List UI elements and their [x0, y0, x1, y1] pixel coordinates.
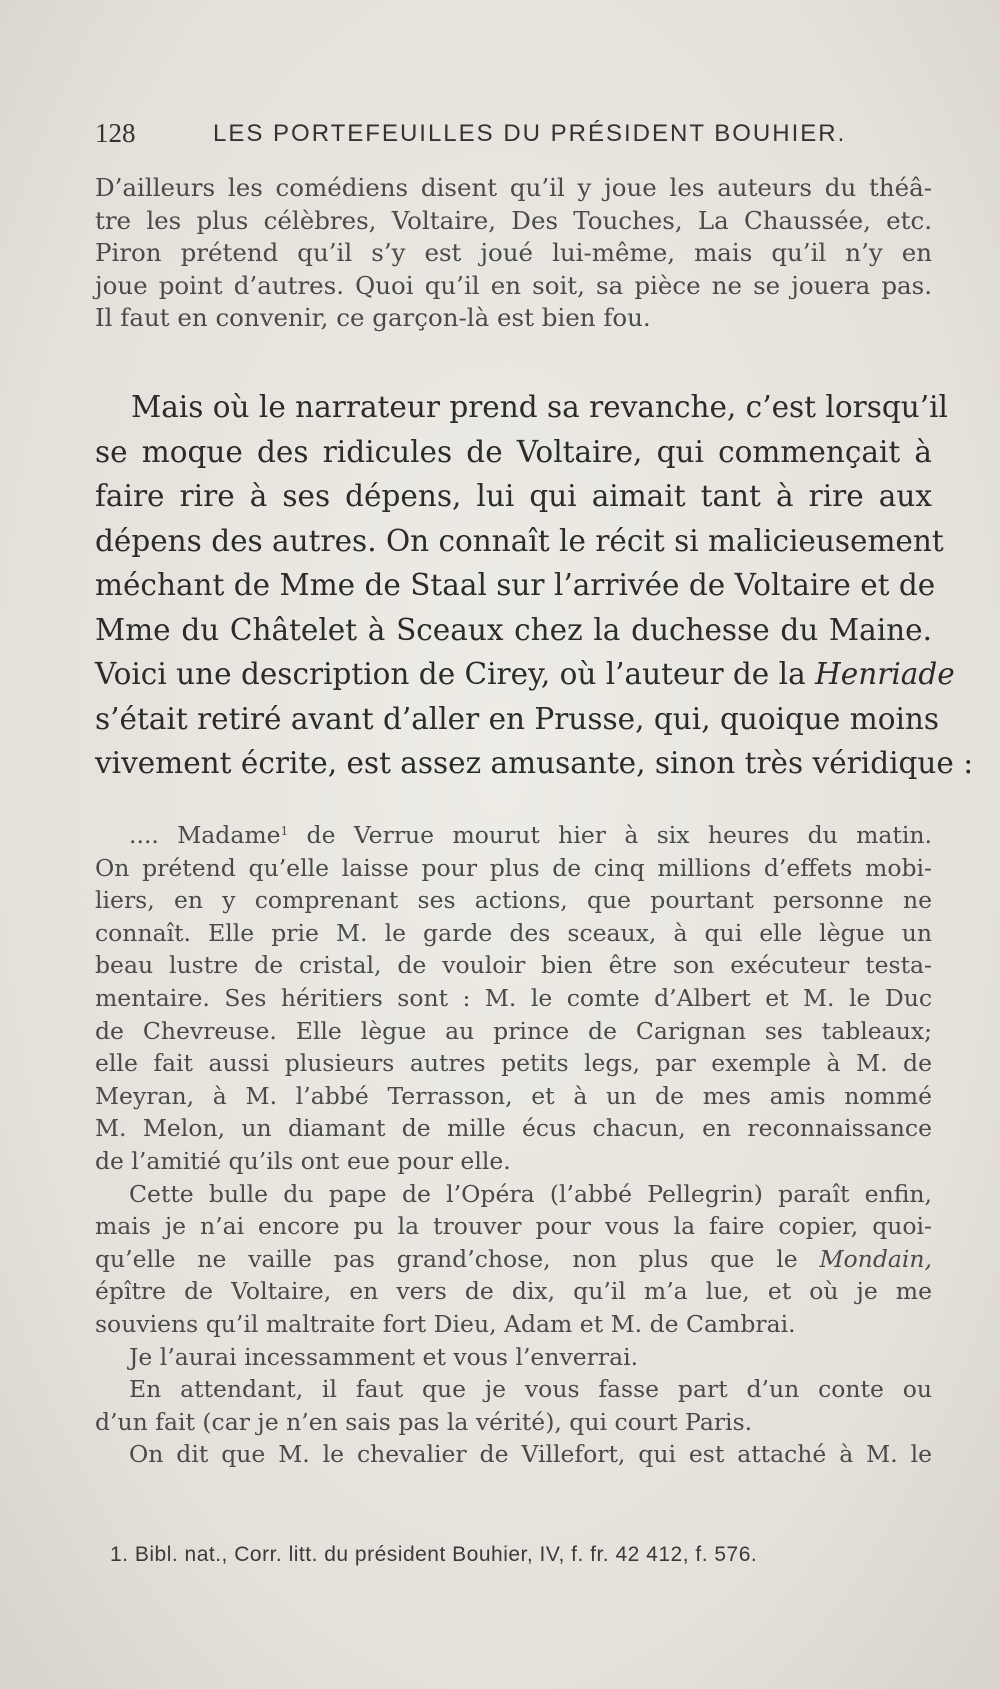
- text-line: Mme du Châtelet à Sceaux chez la duchesse du Maine.: [95, 612, 932, 647]
- text-segment: Voici une description de Cirey, où l’auteur de la: [95, 657, 816, 691]
- quoted-letter: [95, 815, 932, 1471]
- text-line: [95, 652, 955, 697]
- text-line: liers, en y comprenant ses actions, que pourtant personne ne: [95, 886, 932, 915]
- text-line: d’un fait (car je n’en sais pas la vérité), qui court Paris.: [95, 1407, 753, 1436]
- text-line: joue point d’autres. Quoi qu’il en soit, sa pièce ne se jouera pas.: [95, 270, 932, 300]
- footnote-marker: 1: [280, 824, 289, 838]
- text-line: s’était retiré avant d’aller en Prusse, qui, quoique moins: [95, 701, 940, 736]
- text-line: épître de Voltaire, en vers de dix, qu’il m’a lue, et où je me: [95, 1277, 932, 1306]
- text-line: On dit que M. le chevalier de Villefort, qui est attaché à M. le: [129, 1440, 932, 1469]
- text-line: méchant de Mme de Staal sur l’arrivée de Voltaire et de: [95, 568, 936, 602]
- page-number: 128: [95, 118, 136, 148]
- text-line: vivement écrite, est assez amusante, sinon très véridique :: [95, 746, 974, 780]
- text-line: faire rire à ses dépens, lui qui aimait tant à rire aux: [95, 479, 932, 513]
- text-line: Mais où le narrateur prend sa revanche, c’est lorsqu’il: [131, 390, 948, 424]
- running-title: LES PORTEFEUILLES DU PRÉSIDENT BOUHIER.: [213, 120, 847, 147]
- paragraph-continuation: [95, 172, 932, 335]
- text-line: [95, 815, 932, 852]
- italic-title: Henriade: [815, 657, 955, 691]
- text-line: de Chevreuse. Elle lègue au prince de Carignan ses tableaux;: [95, 1016, 932, 1045]
- main-paragraph: [95, 385, 974, 786]
- text-line: Piron prétend qu’il s’y est joué lui-même, mais qu’il n’y en: [95, 238, 932, 267]
- text-line: mentaire. Ses héritiers sont : M. le comte d’Albert et M. le Duc: [95, 983, 932, 1012]
- text-segment: qu’elle ne vaille pas grand’chose, non plus que le: [95, 1244, 820, 1273]
- text-line: elle fait aussi plusieurs autres petits legs, par exemple à M. de: [95, 1049, 932, 1078]
- text-line: On prétend qu’elle laisse pour plus de cinq millions d’effets mobi-: [95, 853, 932, 882]
- text-line: de l’amitié qu’ils ont eue pour elle.: [95, 1146, 511, 1175]
- text-segment: de Verrue mourut hier à six heures du matin.: [288, 821, 932, 849]
- text-line: Il faut en convenir, ce garçon-là est bien fou.: [95, 303, 651, 332]
- text-segment: .... Madame: [129, 821, 281, 849]
- text-line: Je l’aurai incessamment et vous l’enverrai.: [129, 1342, 639, 1371]
- text-line: connaît. Elle prie M. le garde des sceaux, à qui elle lègue un: [95, 918, 932, 947]
- footnote: 1. Bibl. nat., Corr. litt. du président Bouhier, IV, f. fr. 42 412, f. 576.: [110, 1543, 758, 1566]
- text-line: D’ailleurs les comédiens disent qu’il y joue les auteurs du théâ-: [95, 173, 932, 202]
- text-line: se moque des ridicules de Voltaire, qui commençait à: [95, 434, 932, 469]
- text-line: dépens des autres. On connaît le récit si malicieusement: [95, 523, 944, 558]
- text-line: tre les plus célèbres, Voltaire, Des Touches, La Chaussée, etc.: [95, 205, 932, 235]
- text-line: M. Melon, un diamant de mille écus chacun, en reconnaissance: [95, 1114, 932, 1143]
- text-line: [95, 1243, 932, 1276]
- text-line: Cette bulle du pape de l’Opéra (l’abbé Pellegrin) paraît enfin,: [129, 1179, 932, 1208]
- text-line: souviens qu’il maltraite fort Dieu, Adam et M. de Cambrai.: [95, 1309, 796, 1338]
- text-line: En attendant, il faut que je vous fasse part d’un conte ou: [129, 1375, 932, 1404]
- text-line: mais je n’ai encore pu la trouver pour vous la faire copier, quoi-: [95, 1212, 932, 1241]
- text-line: beau lustre de cristal, de vouloir bien être son exécuteur testa-: [95, 951, 932, 980]
- italic-title: Mondain,: [819, 1244, 932, 1273]
- text-line: Meyran, à M. l’abbé Terrasson, et à un de mes amis nommé: [95, 1081, 932, 1110]
